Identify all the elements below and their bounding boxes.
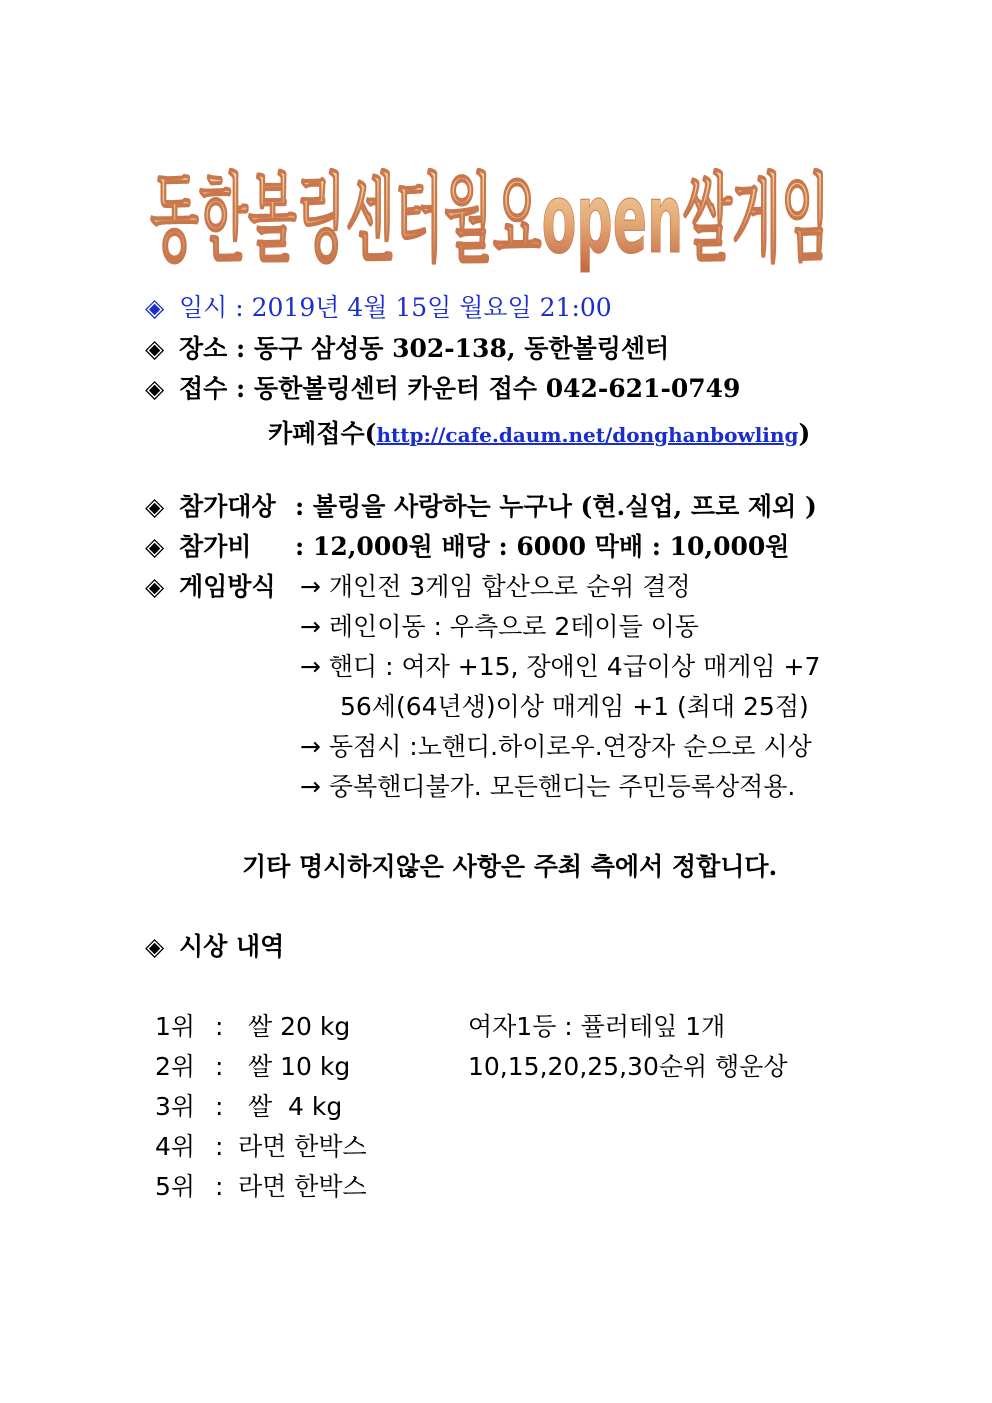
award-rank: 3위 bbox=[155, 1092, 196, 1121]
participants-label: 참가대상 bbox=[179, 492, 276, 521]
method-rule-4: → 동점시 :노핸디.하이로우.연장자 순으로 시상 bbox=[300, 732, 812, 761]
page-title: 동한볼링센터월요open쌀게임 bbox=[150, 163, 830, 275]
notice-text: 기타 명시하지않은 사항은 주최 측에서 정합니다. bbox=[242, 852, 778, 881]
method-rule-3: → 핸디 : 여자 +15, 장애인 4급이상 매게임 +7 bbox=[300, 652, 821, 681]
award-rank: 5위 bbox=[155, 1172, 196, 1201]
cafe-link[interactable]: http://cafe.daum.net/donghanbowling bbox=[376, 423, 799, 447]
fee-line bbox=[145, 531, 789, 563]
method-label: 게임방식 bbox=[179, 572, 276, 601]
reception-text: 접수 : 동한볼링센터 카운터 접수 042-621-0749 bbox=[179, 374, 741, 403]
diamond-bullet-icon: ◈ bbox=[145, 334, 165, 363]
fee-value: : 12,000원 배당 : 6000 막배 : 10,000원 bbox=[295, 532, 790, 561]
awards-heading-line bbox=[145, 931, 284, 963]
award-sep: : bbox=[215, 1012, 224, 1041]
place-line bbox=[145, 333, 669, 365]
diamond-bullet-icon: ◈ bbox=[145, 293, 165, 322]
reception-line bbox=[145, 373, 740, 405]
cafe-line bbox=[268, 418, 810, 451]
diamond-bullet-icon: ◈ bbox=[145, 374, 165, 403]
award-prize: 쌀 10 kg bbox=[248, 1052, 351, 1081]
award-rank: 4위 bbox=[155, 1132, 196, 1161]
cafe-label: 카페접수( bbox=[268, 419, 377, 448]
date-line bbox=[145, 292, 612, 324]
award-sep: : bbox=[215, 1092, 224, 1121]
award-extra-lucky: 10,15,20,25,30순위 행운상 bbox=[468, 1052, 788, 1081]
award-sep: : bbox=[215, 1052, 224, 1081]
award-extra-women: 여자1등 : 퓰러테잎 1개 bbox=[468, 1012, 726, 1041]
awards-heading: 시상 내역 bbox=[179, 932, 285, 961]
fee-label: 참가비 bbox=[179, 532, 252, 561]
page-title-wordart bbox=[140, 140, 840, 280]
award-rank: 1위 bbox=[155, 1012, 196, 1041]
diamond-bullet-icon: ◈ bbox=[145, 572, 165, 601]
method-rule-2: → 레인이동 : 우측으로 2테이들 이동 bbox=[300, 612, 699, 641]
award-sep: : bbox=[215, 1132, 224, 1161]
award-prize: 라면 한박스 bbox=[238, 1132, 367, 1161]
award-prize: 라면 한박스 bbox=[238, 1172, 367, 1201]
method-line bbox=[145, 571, 299, 603]
award-rank: 2위 bbox=[155, 1052, 196, 1081]
award-prize: 쌀 20 kg bbox=[248, 1012, 351, 1041]
award-prize: 쌀 4 kg bbox=[248, 1092, 343, 1121]
award-sep: : bbox=[215, 1172, 224, 1201]
participants-value: : 볼링을 사랑하는 누구나 (현.실업, 프로 제외 ) bbox=[295, 492, 817, 521]
method-rule-3-cont: 56세(64년생)이상 매게임 +1 (최대 25점) bbox=[340, 692, 809, 721]
date-text: 일시 : 2019년 4월 15일 월요일 21:00 bbox=[179, 293, 612, 322]
diamond-bullet-icon: ◈ bbox=[145, 532, 165, 561]
diamond-bullet-icon: ◈ bbox=[145, 492, 165, 521]
cafe-close: ) bbox=[798, 419, 811, 448]
place-text: 장소 : 동구 삼성동 302-138, 동한볼링센터 bbox=[179, 334, 670, 363]
method-rule-1: → 개인전 3게임 합산으로 순위 결정 bbox=[300, 572, 691, 601]
method-rule-5: → 중복핸디불가. 모든핸디는 주민등록상적용. bbox=[300, 772, 796, 801]
diamond-bullet-icon: ◈ bbox=[145, 932, 165, 961]
participants-line bbox=[145, 491, 817, 523]
